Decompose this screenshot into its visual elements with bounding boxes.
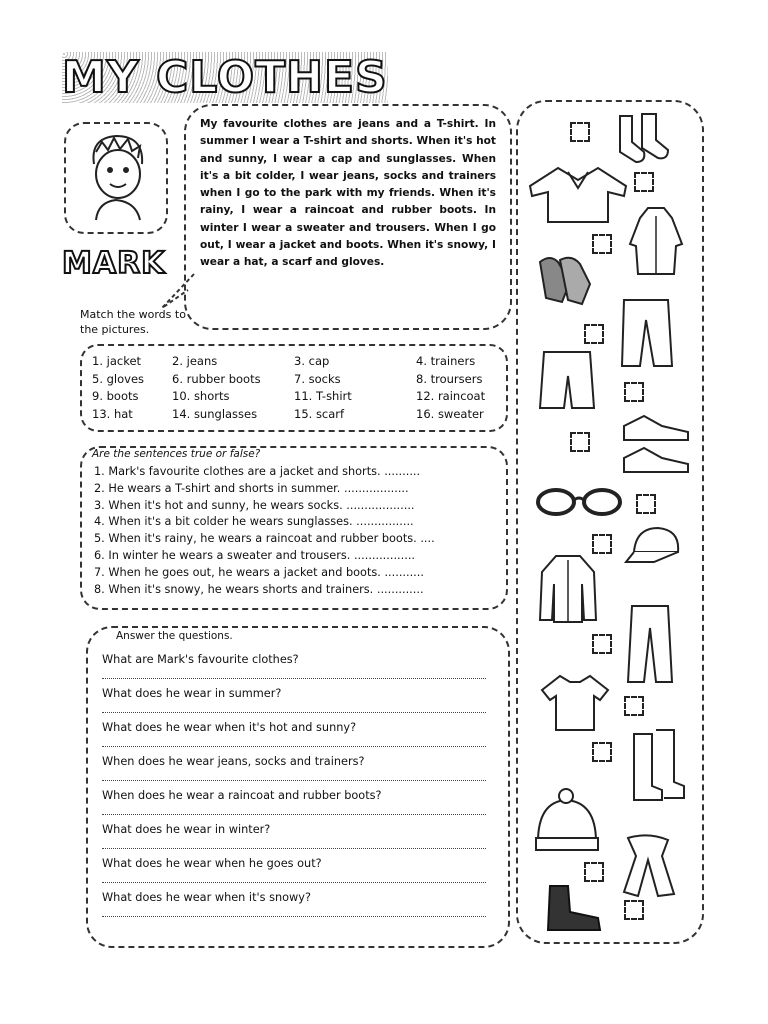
answer-line[interactable] bbox=[102, 906, 486, 917]
tshirt-icon bbox=[538, 672, 612, 734]
answer-box[interactable] bbox=[570, 432, 590, 452]
word-item: 1. jacket bbox=[92, 354, 142, 368]
boy-face-icon bbox=[66, 124, 166, 232]
answer-line[interactable] bbox=[102, 736, 486, 747]
answer-box[interactable] bbox=[570, 122, 590, 142]
true-false-section bbox=[80, 446, 508, 610]
question: What are Mark's favourite clothes? bbox=[102, 653, 299, 666]
sunglasses-icon bbox=[532, 480, 628, 520]
answer-line[interactable] bbox=[102, 804, 486, 815]
answer-box[interactable] bbox=[624, 900, 644, 920]
boy-portrait bbox=[64, 122, 168, 234]
boots-icon bbox=[542, 880, 606, 936]
question: What does he wear in winter? bbox=[102, 823, 271, 836]
word-item: 2. jeans bbox=[172, 354, 218, 368]
questions-section bbox=[86, 626, 510, 948]
jacket-icon bbox=[536, 552, 600, 626]
cap-icon bbox=[624, 522, 686, 568]
answer-box[interactable] bbox=[584, 324, 604, 344]
word-item: 16. sweater bbox=[416, 406, 484, 421]
answer-box[interactable] bbox=[634, 172, 654, 192]
answer-line[interactable] bbox=[102, 702, 486, 713]
tf-item: 5. When it's rainy, he wears a raincoat and rubber boots. .... bbox=[94, 532, 435, 546]
question: When does he wear jeans, socks and trainers? bbox=[102, 755, 365, 768]
picture-column bbox=[516, 100, 704, 944]
word-item: 15. scarf bbox=[294, 406, 345, 421]
word-item: 9. boots bbox=[92, 389, 139, 403]
word-item: 10. shorts bbox=[172, 389, 230, 403]
sweater-icon bbox=[528, 162, 634, 226]
shorts-icon bbox=[536, 346, 600, 416]
answer-box[interactable] bbox=[624, 382, 644, 402]
trousers-icon bbox=[622, 602, 678, 686]
tf-item: 7. When he goes out, he wears a jacket and boots. ........... bbox=[94, 565, 424, 579]
answer-box[interactable] bbox=[592, 534, 612, 554]
trainers-icon bbox=[618, 408, 694, 478]
tf-item: 4. When it's a bit colder he wears sunglasses. ................ bbox=[94, 515, 414, 529]
qa-heading: Answer the questions. bbox=[116, 630, 233, 642]
answer-line[interactable] bbox=[102, 872, 486, 883]
word-item: 11. T-shirt bbox=[294, 389, 352, 403]
answer-box[interactable] bbox=[636, 494, 656, 514]
tf-item: 8. When it's snowy, he wears shorts and trainers. ............. bbox=[94, 582, 424, 596]
word-item: 14. sunglasses bbox=[172, 406, 258, 421]
word-item: 6. rubber boots bbox=[172, 371, 261, 386]
question: What does he wear when it's hot and sunny? bbox=[102, 721, 357, 734]
tf-item: 1. Mark's favourite clothes are a jacket and shorts. .......... bbox=[94, 465, 421, 478]
word-item: 3. cap bbox=[294, 354, 330, 368]
question: What does he wear in summer? bbox=[102, 687, 282, 700]
rubber-boots-icon bbox=[626, 726, 686, 806]
tf-heading: Are the sentences true or false? bbox=[92, 448, 261, 460]
answer-box[interactable] bbox=[592, 742, 612, 762]
reading-text: My favourite clothes are jeans and a T-shirt. In summer I wear a T-shirt and shorts. When it's hot and sunny, I wear a cap and sunglasses. When it's a bit colder, I wear jeans, socks and trainers when I go to the park with my friends. When it's rainy, I wear a raincoat and rubber boots. In winter I wear a sweater and trousers. When I go out, I wear a jacket and boots. When it's snowy, I wear a hat, a scarf and gloves. bbox=[184, 104, 512, 330]
hat-icon bbox=[530, 782, 604, 856]
answer-box[interactable] bbox=[624, 696, 644, 716]
answer-line[interactable] bbox=[102, 770, 486, 781]
answer-box[interactable] bbox=[592, 634, 612, 654]
question: When does he wear a raincoat and rubber boots? bbox=[102, 789, 382, 802]
word-list bbox=[80, 344, 508, 432]
page-title: MY CLOTHES bbox=[62, 52, 388, 103]
word-item: 13. hat bbox=[92, 406, 133, 421]
raincoat-icon bbox=[626, 204, 686, 278]
word-item: 4. trainers bbox=[416, 354, 476, 368]
tf-item: 3. When it's hot and sunny, he wears socks. ................... bbox=[94, 498, 415, 512]
tf-item: 2. He wears a T-shirt and shorts in summer. .................. bbox=[94, 481, 409, 495]
word-item: 7. socks bbox=[294, 371, 341, 386]
answer-line[interactable] bbox=[102, 668, 486, 679]
character-name: MARK bbox=[62, 246, 166, 281]
answer-box[interactable] bbox=[592, 234, 612, 254]
answer-box[interactable] bbox=[584, 862, 604, 882]
tf-item: 6. In winter he wears a sweater and trousers. ................. bbox=[94, 548, 416, 562]
word-item: 5. gloves bbox=[92, 371, 145, 386]
scarf-icon bbox=[618, 832, 682, 902]
match-instruction: Match the words to the pictures. bbox=[80, 308, 186, 336]
gloves-icon bbox=[532, 252, 596, 308]
question: What does he wear when it's snowy? bbox=[102, 891, 311, 904]
jeans-icon bbox=[614, 296, 678, 370]
word-item: 12. raincoat bbox=[416, 389, 486, 403]
socks-icon bbox=[610, 112, 674, 168]
question: What does he wear when he goes out? bbox=[102, 857, 322, 870]
answer-line[interactable] bbox=[102, 838, 486, 849]
word-item: 8. troursers bbox=[416, 371, 483, 386]
